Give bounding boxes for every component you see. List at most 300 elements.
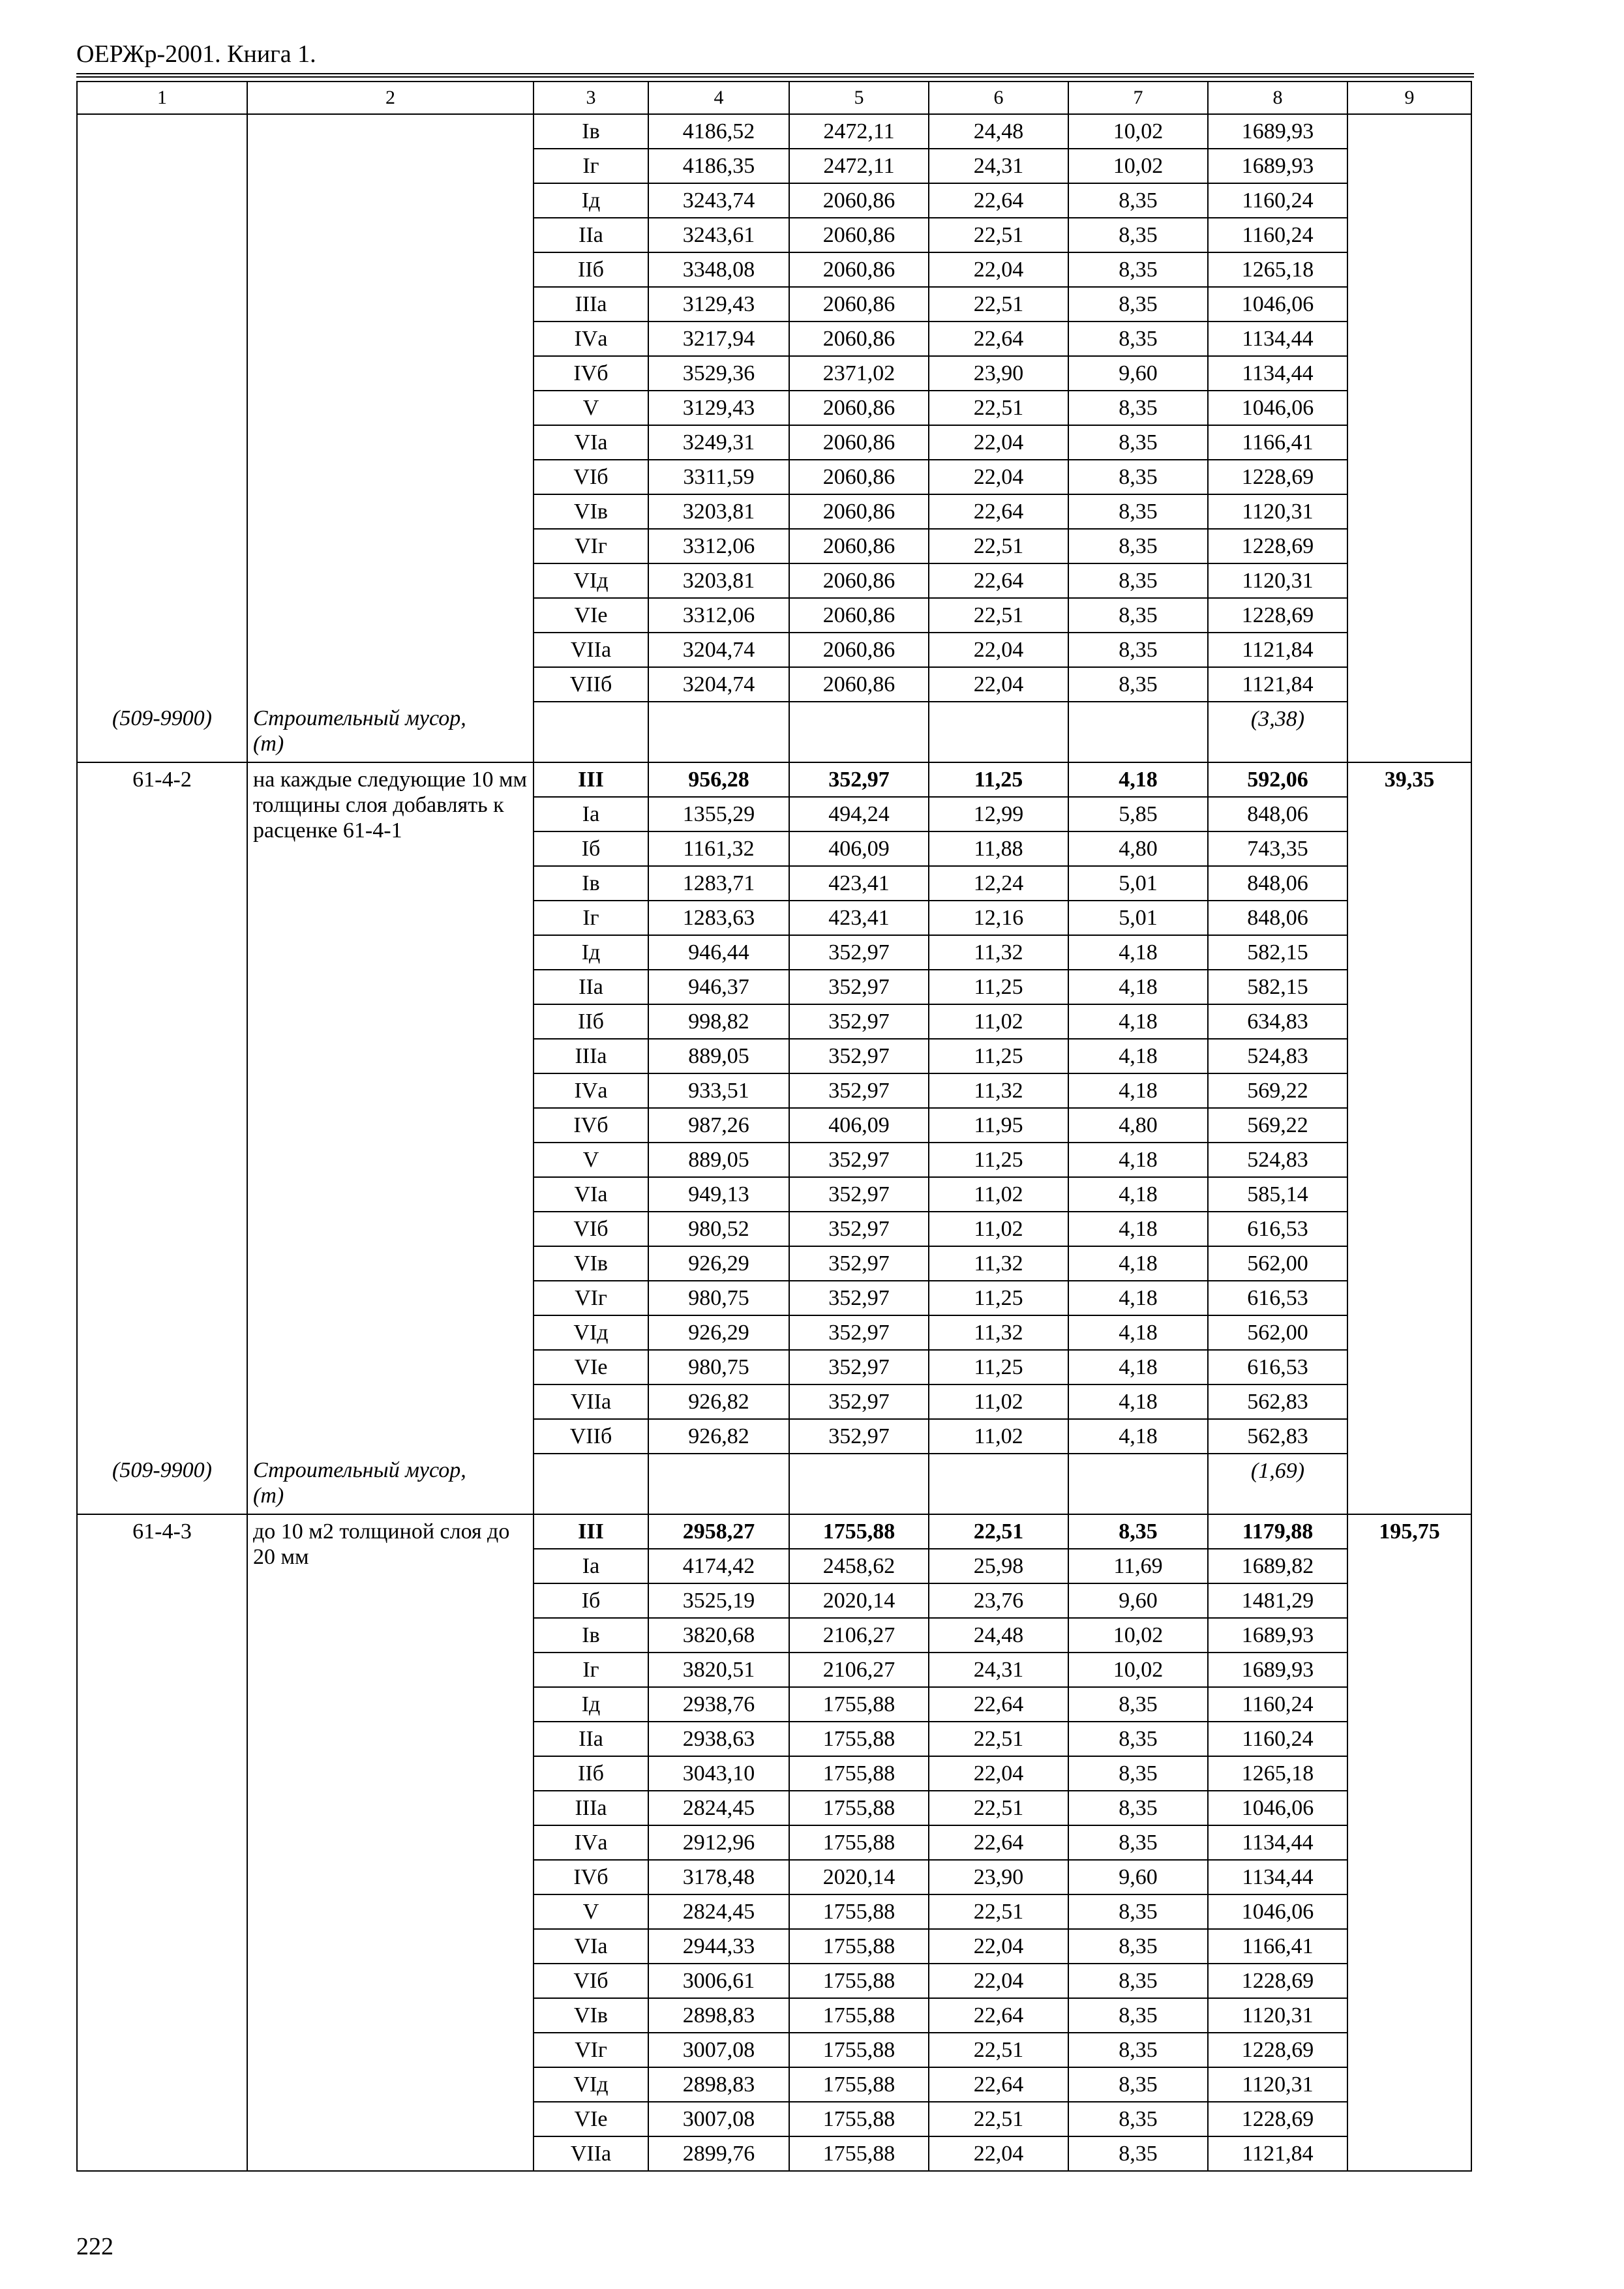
col-7-value: 8,35 xyxy=(1068,1756,1208,1791)
col-8-value: 1134,44 xyxy=(1208,1860,1347,1894)
col-5-value: 352,97 xyxy=(789,1177,929,1212)
region-code-cell: III xyxy=(534,1514,648,1549)
col-7-value: 4,18 xyxy=(1068,970,1208,1004)
col-6-value: 22,04 xyxy=(929,1964,1068,1998)
col-8-value: 562,00 xyxy=(1208,1246,1347,1281)
col-5-value: 1755,88 xyxy=(789,1722,929,1756)
col-4-value: 2824,45 xyxy=(648,1791,789,1825)
col-5-value: 352,97 xyxy=(789,935,929,970)
col-8-value: 582,15 xyxy=(1208,970,1347,1004)
col-7-value: 4,18 xyxy=(1068,1315,1208,1350)
col-4-value: 3529,36 xyxy=(648,356,789,391)
region-code-cell: V xyxy=(534,1894,648,1929)
col-7-value: 5,85 xyxy=(1068,797,1208,831)
col-6-value: 22,64 xyxy=(929,322,1068,356)
region-code-cell: IIа xyxy=(534,1722,648,1756)
column-number-2: 2 xyxy=(247,82,534,114)
region-code-cell: IIа xyxy=(534,970,648,1004)
col-7-value: 8,35 xyxy=(1068,1722,1208,1756)
col-8-value: 1689,82 xyxy=(1208,1549,1347,1583)
col-4-value: 3243,74 xyxy=(648,183,789,218)
col-8-value: 1120,31 xyxy=(1208,494,1347,529)
col-6-value: 22,51 xyxy=(929,218,1068,252)
rate-description-cell xyxy=(247,114,534,702)
region-code-cell: IVа xyxy=(534,1825,648,1860)
col-7-value: 8,35 xyxy=(1068,322,1208,356)
col-7-value: 4,18 xyxy=(1068,1281,1208,1315)
col-4-value: 3129,43 xyxy=(648,391,789,425)
empty-cell xyxy=(1068,702,1208,762)
col-4-value: 1283,71 xyxy=(648,866,789,901)
col-7-value: 5,01 xyxy=(1068,901,1208,935)
region-code-cell: IIIа xyxy=(534,1791,648,1825)
col-7-value: 4,80 xyxy=(1068,1108,1208,1143)
col-7-value: 5,01 xyxy=(1068,866,1208,901)
column-number-8: 8 xyxy=(1208,82,1347,114)
col-5-value: 352,97 xyxy=(789,1039,929,1073)
col-4-value: 956,28 xyxy=(648,762,789,797)
col-5-value: 352,97 xyxy=(789,1350,929,1384)
region-code-cell: V xyxy=(534,391,648,425)
col-5-value: 1755,88 xyxy=(789,2136,929,2171)
empty-cell xyxy=(789,702,929,762)
col-8-value: 582,15 xyxy=(1208,935,1347,970)
waste-code-cell: (509-9900) xyxy=(77,1454,247,1514)
rates-table xyxy=(76,81,1472,2172)
col-4-value: 2944,33 xyxy=(648,1929,789,1964)
col-8-value: 1228,69 xyxy=(1208,2033,1347,2067)
col-4-value: 3178,48 xyxy=(648,1860,789,1894)
region-code-cell: Iд xyxy=(534,1687,648,1722)
empty-cell xyxy=(1347,1454,1471,1514)
col-8-value: 1120,31 xyxy=(1208,1998,1347,2033)
region-code-cell: Iв xyxy=(534,1618,648,1653)
col-6-value: 11,02 xyxy=(929,1212,1068,1246)
page-number: 222 xyxy=(76,2233,113,2260)
col-8-value: 1134,44 xyxy=(1208,356,1347,391)
col-5-value: 1755,88 xyxy=(789,1687,929,1722)
col-7-value: 8,35 xyxy=(1068,1894,1208,1929)
region-code-cell: V xyxy=(534,1143,648,1177)
col-5-value: 352,97 xyxy=(789,1246,929,1281)
col-5-value: 423,41 xyxy=(789,901,929,935)
col-8-value: 1689,93 xyxy=(1208,114,1347,149)
col-7-value: 4,18 xyxy=(1068,1212,1208,1246)
col-6-value: 11,25 xyxy=(929,1281,1068,1315)
col-7-value: 8,35 xyxy=(1068,633,1208,667)
region-code-cell: VIд xyxy=(534,2067,648,2102)
col-7-value: 8,35 xyxy=(1068,598,1208,633)
col-5-value: 2060,86 xyxy=(789,460,929,494)
column-number-7: 7 xyxy=(1068,82,1208,114)
col-8-value: 562,83 xyxy=(1208,1419,1347,1454)
col-6-value: 24,48 xyxy=(929,114,1068,149)
waste-code-cell: (509-9900) xyxy=(77,702,247,762)
col-5-value: 406,09 xyxy=(789,1108,929,1143)
column-number-5: 5 xyxy=(789,82,929,114)
col-7-value: 8,35 xyxy=(1068,287,1208,322)
col-5-value: 2060,86 xyxy=(789,252,929,287)
col-4-value: 946,37 xyxy=(648,970,789,1004)
col-7-value: 8,35 xyxy=(1068,494,1208,529)
col-7-value: 10,02 xyxy=(1068,149,1208,183)
col-6-value: 11,32 xyxy=(929,1073,1068,1108)
region-code-cell: VIг xyxy=(534,1281,648,1315)
col-9-value xyxy=(1347,114,1471,702)
col-6-value: 11,25 xyxy=(929,762,1068,797)
col-7-value: 8,35 xyxy=(1068,1687,1208,1722)
region-code-cell: VIе xyxy=(534,1350,648,1384)
header-rule-bottom xyxy=(76,76,1474,78)
col-6-value: 22,64 xyxy=(929,563,1068,598)
col-4-value: 1161,32 xyxy=(648,831,789,866)
col-5-value: 352,97 xyxy=(789,1004,929,1039)
col-4-value: 3006,61 xyxy=(648,1964,789,1998)
col-7-value: 8,35 xyxy=(1068,391,1208,425)
col-7-value: 4,18 xyxy=(1068,1419,1208,1454)
region-code-cell: Iб xyxy=(534,1583,648,1618)
empty-cell xyxy=(534,1454,648,1514)
empty-cell xyxy=(1347,702,1471,762)
col-7-value: 10,02 xyxy=(1068,114,1208,149)
col-8-value: 1228,69 xyxy=(1208,460,1347,494)
col-6-value: 22,04 xyxy=(929,1929,1068,1964)
col-4-value: 980,75 xyxy=(648,1350,789,1384)
col-5-value: 2472,11 xyxy=(789,149,929,183)
region-code-cell: Iб xyxy=(534,831,648,866)
region-code-cell: VIб xyxy=(534,1964,648,1998)
col-6-value: 22,51 xyxy=(929,529,1068,563)
col-4-value: 3204,74 xyxy=(648,667,789,702)
col-6-value: 12,24 xyxy=(929,866,1068,901)
col-7-value: 9,60 xyxy=(1068,356,1208,391)
col-8-value: 1160,24 xyxy=(1208,1687,1347,1722)
col-7-value: 8,35 xyxy=(1068,1964,1208,1998)
region-code-cell: IIIа xyxy=(534,287,648,322)
col-6-value: 22,51 xyxy=(929,1722,1068,1756)
document-title: ОЕРЖр-2001. Книга 1. xyxy=(76,40,316,68)
col-4-value: 3312,06 xyxy=(648,598,789,633)
col-4-value: 980,75 xyxy=(648,1281,789,1315)
col-6-value: 22,04 xyxy=(929,633,1068,667)
region-code-cell: VIв xyxy=(534,1998,648,2033)
col-8-value: 1179,88 xyxy=(1208,1514,1347,1549)
region-code-cell: VIIб xyxy=(534,1419,648,1454)
col-8-value: 562,00 xyxy=(1208,1315,1347,1350)
col-6-value: 11,02 xyxy=(929,1004,1068,1039)
column-number-3: 3 xyxy=(534,82,648,114)
col-4-value: 2824,45 xyxy=(648,1894,789,1929)
col-6-value: 22,04 xyxy=(929,425,1068,460)
col-8-value: 1121,84 xyxy=(1208,667,1347,702)
col-4-value: 926,82 xyxy=(648,1419,789,1454)
region-code-cell: VIв xyxy=(534,1246,648,1281)
col-8-value: 616,53 xyxy=(1208,1281,1347,1315)
waste-label-line: (т) xyxy=(253,1484,284,1508)
col-7-value: 4,18 xyxy=(1068,1004,1208,1039)
col-5-value: 352,97 xyxy=(789,1315,929,1350)
col-8-value: 1160,24 xyxy=(1208,218,1347,252)
col-6-value: 11,25 xyxy=(929,1143,1068,1177)
col-4-value: 980,52 xyxy=(648,1212,789,1246)
region-code-cell: III xyxy=(534,762,648,797)
col-8-value: 1265,18 xyxy=(1208,1756,1347,1791)
col-5-value: 2371,02 xyxy=(789,356,929,391)
region-code-cell: Iд xyxy=(534,935,648,970)
col-4-value: 998,82 xyxy=(648,1004,789,1039)
region-code-cell: Iд xyxy=(534,183,648,218)
col-6-value: 25,98 xyxy=(929,1549,1068,1583)
col-5-value: 352,97 xyxy=(789,1384,929,1419)
col-4-value: 3249,31 xyxy=(648,425,789,460)
col-5-value: 2106,27 xyxy=(789,1618,929,1653)
col-5-value: 494,24 xyxy=(789,797,929,831)
col-5-value: 352,97 xyxy=(789,970,929,1004)
region-code-cell: VIг xyxy=(534,529,648,563)
col-7-value: 4,18 xyxy=(1068,1384,1208,1419)
rate-description-cell: на каждые следующие 10 мм толщины слоя добавлять к расценке 61-4-1 xyxy=(247,762,534,1454)
region-code-cell: IIб xyxy=(534,1756,648,1791)
col-6-value: 22,04 xyxy=(929,2136,1068,2171)
col-4-value: 2938,63 xyxy=(648,1722,789,1756)
rate-description-cell: до 10 м2 толщиной слоя до 20 мм xyxy=(247,1514,534,2171)
col-8-value: 1046,06 xyxy=(1208,391,1347,425)
col-6-value: 11,25 xyxy=(929,1039,1068,1073)
col-4-value: 889,05 xyxy=(648,1039,789,1073)
col-4-value: 889,05 xyxy=(648,1143,789,1177)
col-8-value: 1166,41 xyxy=(1208,1929,1347,1964)
col-5-value: 1755,88 xyxy=(789,2033,929,2067)
col-5-value: 352,97 xyxy=(789,1212,929,1246)
col-7-value: 10,02 xyxy=(1068,1653,1208,1687)
col-7-value: 8,35 xyxy=(1068,529,1208,563)
waste-row xyxy=(77,1454,1471,1514)
col-6-value: 22,64 xyxy=(929,1825,1068,1860)
col-7-value: 8,35 xyxy=(1068,425,1208,460)
col-4-value: 2912,96 xyxy=(648,1825,789,1860)
col-6-value: 22,64 xyxy=(929,1998,1068,2033)
region-code-cell: VIIа xyxy=(534,1384,648,1419)
col-7-value: 8,35 xyxy=(1068,1514,1208,1549)
col-6-value: 22,51 xyxy=(929,287,1068,322)
col-7-value: 8,35 xyxy=(1068,2136,1208,2171)
col-8-value: 848,06 xyxy=(1208,866,1347,901)
table-row xyxy=(77,762,1471,797)
col-6-value: 22,64 xyxy=(929,2067,1068,2102)
col-8-value: 743,35 xyxy=(1208,831,1347,866)
col-6-value: 24,48 xyxy=(929,1618,1068,1653)
col-6-value: 22,51 xyxy=(929,1514,1068,1549)
col-8-value: 1134,44 xyxy=(1208,1825,1347,1860)
col-7-value: 8,35 xyxy=(1068,218,1208,252)
col-5-value: 2020,14 xyxy=(789,1583,929,1618)
col-7-value: 4,18 xyxy=(1068,1246,1208,1281)
col-7-value: 4,18 xyxy=(1068,762,1208,797)
col-6-value: 22,51 xyxy=(929,1791,1068,1825)
col-8-value: 569,22 xyxy=(1208,1108,1347,1143)
col-6-value: 22,04 xyxy=(929,667,1068,702)
col-8-value: 1689,93 xyxy=(1208,1653,1347,1687)
col-7-value: 8,35 xyxy=(1068,2067,1208,2102)
col-4-value: 3129,43 xyxy=(648,287,789,322)
region-code-cell: Iв xyxy=(534,114,648,149)
region-code-cell: VIIб xyxy=(534,667,648,702)
region-code-cell: VIIа xyxy=(534,633,648,667)
col-6-value: 22,64 xyxy=(929,183,1068,218)
waste-label-line: Строительный мусор, xyxy=(253,706,466,730)
col-6-value: 11,02 xyxy=(929,1384,1068,1419)
col-4-value: 926,29 xyxy=(648,1246,789,1281)
col-7-value: 8,35 xyxy=(1068,460,1208,494)
col-7-value: 4,18 xyxy=(1068,1039,1208,1073)
waste-label-cell xyxy=(247,702,534,762)
col-4-value: 3820,68 xyxy=(648,1618,789,1653)
col-6-value: 22,51 xyxy=(929,1894,1068,1929)
rate-code-cell xyxy=(77,114,247,702)
waste-value-cell: (1,69) xyxy=(1208,1454,1347,1514)
col-4-value: 987,26 xyxy=(648,1108,789,1143)
col-6-value: 11,88 xyxy=(929,831,1068,866)
col-8-value: 562,83 xyxy=(1208,1384,1347,1419)
empty-cell xyxy=(648,702,789,762)
waste-row xyxy=(77,702,1471,762)
col-7-value: 8,35 xyxy=(1068,1929,1208,1964)
col-4-value: 3203,81 xyxy=(648,563,789,598)
col-7-value: 8,35 xyxy=(1068,1998,1208,2033)
region-code-cell: VIе xyxy=(534,2102,648,2136)
col-7-value: 8,35 xyxy=(1068,667,1208,702)
col-8-value: 1046,06 xyxy=(1208,287,1347,322)
col-8-value: 524,83 xyxy=(1208,1039,1347,1073)
col-7-value: 4,18 xyxy=(1068,1177,1208,1212)
col-8-value: 1166,41 xyxy=(1208,425,1347,460)
col-8-value: 1689,93 xyxy=(1208,1618,1347,1653)
col-5-value: 352,97 xyxy=(789,1143,929,1177)
col-5-value: 1755,88 xyxy=(789,1964,929,1998)
col-4-value: 949,13 xyxy=(648,1177,789,1212)
col-4-value: 2898,83 xyxy=(648,2067,789,2102)
col-5-value: 2472,11 xyxy=(789,114,929,149)
col-8-value: 1228,69 xyxy=(1208,2102,1347,2136)
col-4-value: 4174,42 xyxy=(648,1549,789,1583)
col-4-value: 2938,76 xyxy=(648,1687,789,1722)
col-5-value: 2458,62 xyxy=(789,1549,929,1583)
col-6-value: 11,32 xyxy=(929,1315,1068,1350)
region-code-cell: Iг xyxy=(534,901,648,935)
rates-table-body xyxy=(77,82,1471,2171)
region-code-cell: IVа xyxy=(534,322,648,356)
col-4-value: 3525,19 xyxy=(648,1583,789,1618)
waste-label-line: Строительный мусор, xyxy=(253,1458,466,1482)
col-5-value: 1755,88 xyxy=(789,1756,929,1791)
rate-code-cell: 61-4-3 xyxy=(77,1514,247,2171)
region-code-cell: IVб xyxy=(534,1108,648,1143)
col-7-value: 4,18 xyxy=(1068,1143,1208,1177)
col-7-value: 11,69 xyxy=(1068,1549,1208,1583)
col-7-value: 4,18 xyxy=(1068,935,1208,970)
col-4-value: 3243,61 xyxy=(648,218,789,252)
col-8-value: 634,83 xyxy=(1208,1004,1347,1039)
col-5-value: 1755,88 xyxy=(789,1791,929,1825)
header-rule-top xyxy=(76,73,1474,74)
col-6-value: 24,31 xyxy=(929,149,1068,183)
col-5-value: 1755,88 xyxy=(789,2067,929,2102)
col-6-value: 12,16 xyxy=(929,901,1068,935)
col-7-value: 4,18 xyxy=(1068,1350,1208,1384)
col-4-value: 926,29 xyxy=(648,1315,789,1350)
col-8-value: 1160,24 xyxy=(1208,183,1347,218)
col-7-value: 9,60 xyxy=(1068,1860,1208,1894)
region-code-cell: VIб xyxy=(534,1212,648,1246)
col-5-value: 2106,27 xyxy=(789,1653,929,1687)
region-code-cell: Iг xyxy=(534,149,648,183)
waste-label-cell xyxy=(247,1454,534,1514)
col-8-value: 569,22 xyxy=(1208,1073,1347,1108)
col-5-value: 2060,86 xyxy=(789,218,929,252)
region-code-cell: IIIа xyxy=(534,1039,648,1073)
col-6-value: 12,99 xyxy=(929,797,1068,831)
region-code-cell: Iа xyxy=(534,797,648,831)
col-5-value: 2060,86 xyxy=(789,287,929,322)
column-number-row xyxy=(77,82,1471,114)
col-4-value: 3820,51 xyxy=(648,1653,789,1687)
col-7-value: 8,35 xyxy=(1068,1791,1208,1825)
region-code-cell: VIг xyxy=(534,2033,648,2067)
region-code-cell: IVб xyxy=(534,356,648,391)
col-7-value: 8,35 xyxy=(1068,2033,1208,2067)
col-6-value: 11,02 xyxy=(929,1419,1068,1454)
col-7-value: 8,35 xyxy=(1068,1825,1208,1860)
col-8-value: 1134,44 xyxy=(1208,322,1347,356)
col-5-value: 2060,86 xyxy=(789,391,929,425)
col-8-value: 1121,84 xyxy=(1208,633,1347,667)
col-8-value: 848,06 xyxy=(1208,901,1347,935)
col-5-value: 2060,86 xyxy=(789,494,929,529)
col-8-value: 1228,69 xyxy=(1208,598,1347,633)
col-6-value: 11,02 xyxy=(929,1177,1068,1212)
col-8-value: 616,53 xyxy=(1208,1350,1347,1384)
col-4-value: 3043,10 xyxy=(648,1756,789,1791)
empty-cell xyxy=(929,1454,1068,1514)
region-code-cell: VIа xyxy=(534,425,648,460)
region-code-cell: IIб xyxy=(534,1004,648,1039)
region-code-cell: IVа xyxy=(534,1073,648,1108)
region-code-cell: Iг xyxy=(534,1653,648,1687)
col-4-value: 1283,63 xyxy=(648,901,789,935)
col-7-value: 8,35 xyxy=(1068,252,1208,287)
table-row xyxy=(77,114,1471,149)
col-5-value: 2060,86 xyxy=(789,563,929,598)
table-row xyxy=(77,1514,1471,1549)
col-6-value: 11,25 xyxy=(929,970,1068,1004)
col-5-value: 352,97 xyxy=(789,1073,929,1108)
col-6-value: 11,32 xyxy=(929,935,1068,970)
col-6-value: 11,95 xyxy=(929,1108,1068,1143)
col-4-value: 3204,74 xyxy=(648,633,789,667)
col-5-value: 2060,86 xyxy=(789,425,929,460)
col-5-value: 2060,86 xyxy=(789,322,929,356)
col-6-value: 22,64 xyxy=(929,1687,1068,1722)
col-6-value: 22,51 xyxy=(929,2102,1068,2136)
col-7-value: 10,02 xyxy=(1068,1618,1208,1653)
col-6-value: 22,64 xyxy=(929,494,1068,529)
region-code-cell: VIа xyxy=(534,1929,648,1964)
col-8-value: 1481,29 xyxy=(1208,1583,1347,1618)
col-5-value: 2060,86 xyxy=(789,183,929,218)
column-number-9: 9 xyxy=(1347,82,1471,114)
col-7-value: 9,60 xyxy=(1068,1583,1208,1618)
region-code-cell: Iа xyxy=(534,1549,648,1583)
